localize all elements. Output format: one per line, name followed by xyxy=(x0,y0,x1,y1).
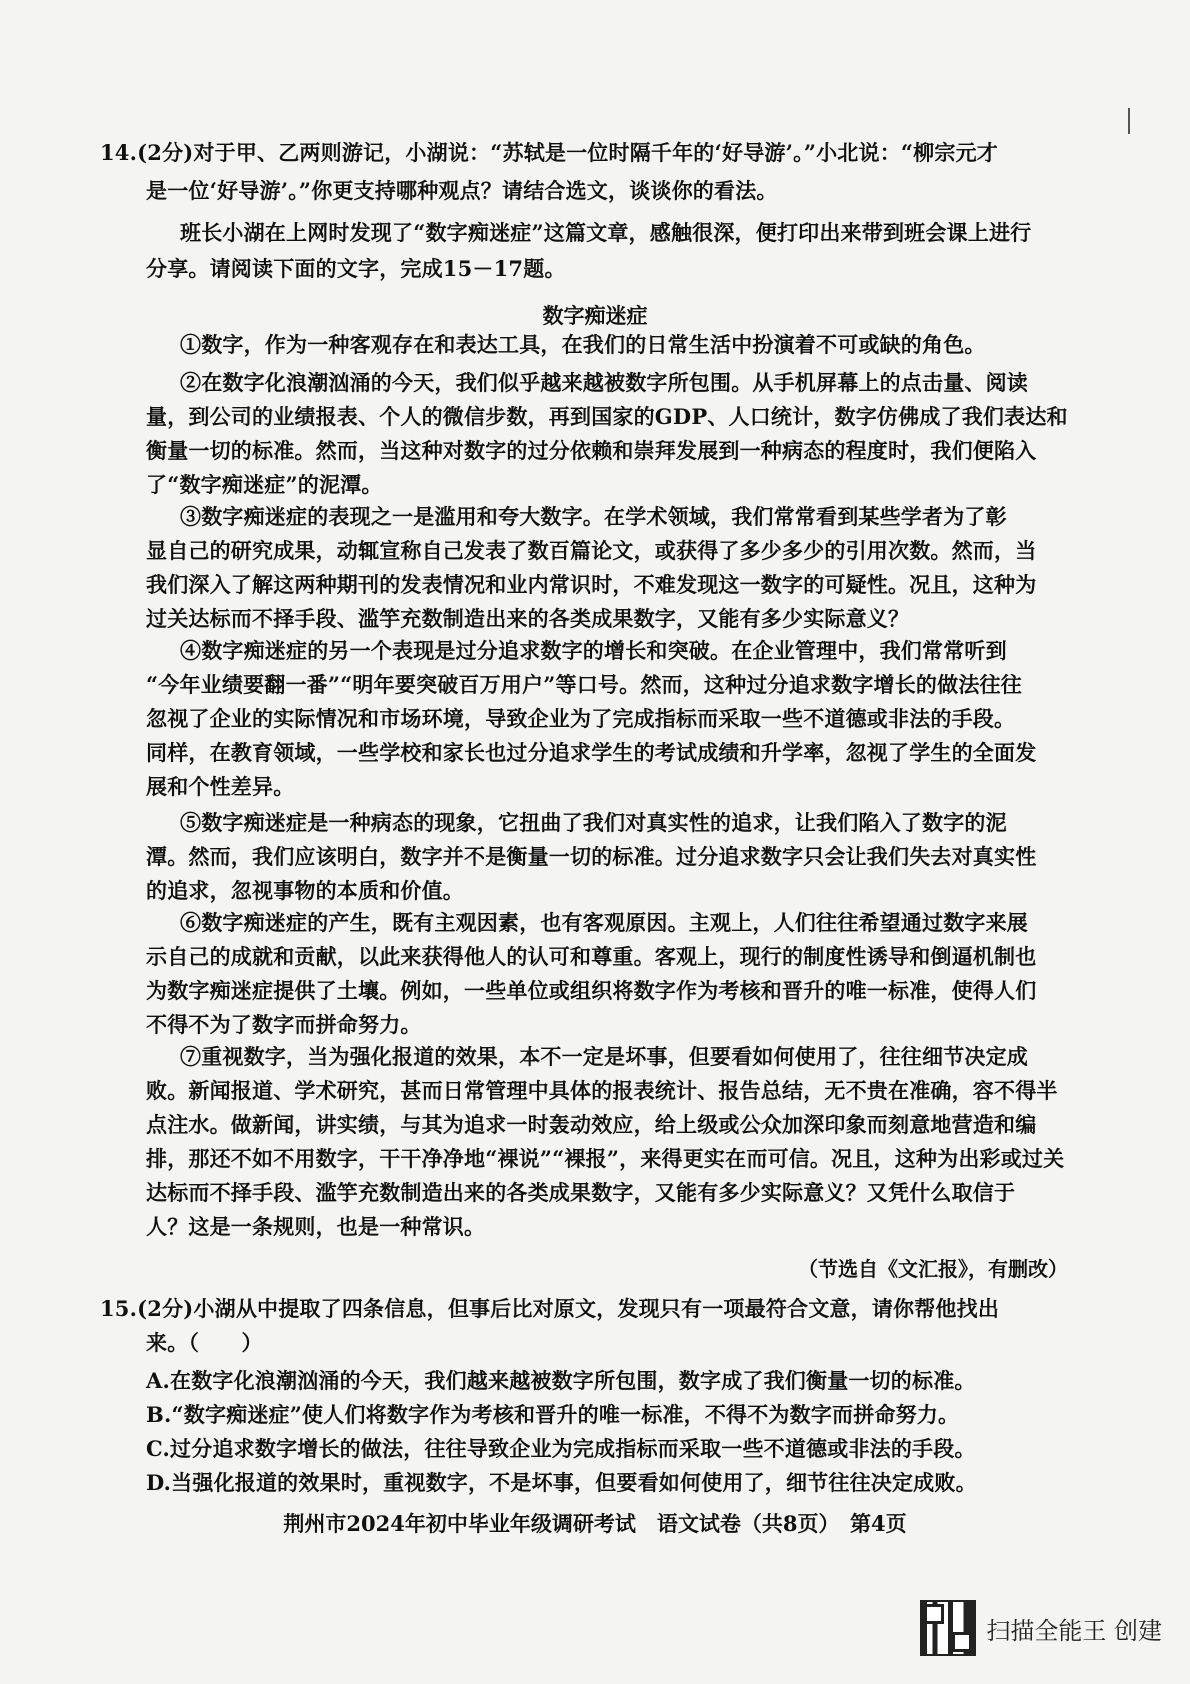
paragraph-5-line: 的追求，忽视事物的本质和价值。 xyxy=(146,878,464,903)
article-source: （节选自《文汇报》，有删改） xyxy=(798,1257,1068,1281)
paragraph-7-line: 败。新闻报道、学术研究，甚而日常管理中具体的报表统计、报告总结，无不贵在准确，容不得半 xyxy=(146,1078,1058,1103)
q15-option-c: C.过分追求数字增长的做法，往往导致企业为完成指标而采取一些不道德或非法的手段。 xyxy=(146,1436,976,1461)
paragraph-2-line: ②在数字化浪潮汹涌的今天，我们似乎越来越被数字所包围。从手机屏幕上的点击量、阅读 xyxy=(180,370,1028,395)
article-title: 数字痴迷症 xyxy=(542,304,648,328)
scan-edge-mark xyxy=(1128,108,1130,134)
paragraph-6-line: 为数字痴迷症提供了土壤。例如，一些单位或组织将数字作为考核和晋升的唯一标准，使得人们 xyxy=(146,978,1037,1003)
paragraph-4-line: “今年业绩要翻一番”“明年要突破百万用户”等口号。然而，这种过分追求数字增长的做法往往 xyxy=(146,672,1022,697)
paragraph-4-line: 同样，在教育领域，一些学校和家长也过分追求学生的考试成绩和升学率，忽视了学生的全面发 xyxy=(146,740,1037,765)
q14-line-2: 是一位‘好导游’。”你更支持哪种观点？请结合选文，谈谈你的看法。 xyxy=(146,178,778,203)
q15-line-2: 来。（ ） xyxy=(146,1330,263,1355)
paragraph-6-line: 示自己的成就和贡献，以此来获得他人的认可和尊重。客观上，现行的制度性诱导和倒逼机制也 xyxy=(146,944,1037,969)
paragraph-5-line: 潭。然而，我们应该明白，数字并不是衡量一切的标准。过分追求数字只会让我们失去对真实性 xyxy=(146,844,1037,869)
qr-code-icon xyxy=(920,1600,976,1656)
paragraph-2-line: 衡量一切的标准。然而，当这种对数字的过分依赖和崇拜发展到一种病态的程度时，我们便陷入 xyxy=(146,438,1037,463)
paragraph-7-line: 人？这是一条规则，也是一种常识。 xyxy=(146,1214,486,1239)
paragraph-5-line: ⑤数字痴迷症是一种病态的现象，它扭曲了我们对真实性的追求，让我们陷入了数字的泥 xyxy=(180,810,1007,835)
paragraph-7-line: 达标而不择手段、滥竽充数制造出来的各类成果数字，又能有多少实际意义？又凭什么取信于 xyxy=(146,1180,1016,1205)
paragraph-3-line: 显自己的研究成果，动辄宣称自己发表了数百篇论文，或获得了多少多少的引用次数。然而，当 xyxy=(146,538,1037,563)
intro-line-2: 分享。请阅读下面的文字，完成15－17题。 xyxy=(146,256,566,281)
watermark-text: 扫描全能王 创建 xyxy=(986,1616,1162,1645)
q15-option-b: B.“数字痴迷症”使人们将数字作为考核和晋升的唯一标准，不得不为数字而拼命努力。 xyxy=(146,1402,960,1427)
intro-line-1: 班长小湖在上网时发现了“数字痴迷症”这篇文章，感触很深，便打印出来带到班会课上进行 xyxy=(180,220,1032,245)
paragraph-4-line: ④数字痴迷症的另一个表现是过分追求数字的增长和突破。在企业管理中，我们常常听到 xyxy=(180,638,1007,663)
paragraph-7-line: ⑦重视数字，当为强化报道的效果，本不一定是坏事，但要看如何使用了，往往细节决定成 xyxy=(180,1044,1028,1069)
paragraph-3-line: ③数字痴迷症的表现之一是滥用和夸大数字。在学术领域，我们常常看到某些学者为了彰 xyxy=(180,504,1007,529)
paragraph-4-line: 展和个性差异。 xyxy=(146,774,295,799)
page-footer: 荆州市2024年初中毕业年级调研考试 语文试卷（共8页） 第4页 xyxy=(283,1511,907,1536)
q15-option-a: A.在数字化浪潮汹涌的今天，我们越来越被数字所包围，数字成了我们衡量一切的标准。 xyxy=(146,1368,976,1393)
paragraph-2-line: 量，到公司的业绩报表、个人的微信步数，再到国家的GDP、人口统计，数字仿佛成了我们表达和 xyxy=(146,404,1068,429)
paragraph-3-line: 我们深入了解这两种期刊的发表情况和业内常识时，不难发现这一数字的可疑性。况且，这种为 xyxy=(146,572,1037,597)
paragraph-2-line: 了“数字痴迷症”的泥潭。 xyxy=(146,472,383,497)
q14-line-1: 14.(2分)对于甲、乙两则游记，小湖说：“苏轼是一位时隔千年的‘好导游’。”小北说：“柳宗元才 xyxy=(100,140,998,165)
paragraph-7-line: 排，那还不如不用数字，干干净净地“裸说”“裸报”，来得更实在而可信。况且，这种为出彩或过关 xyxy=(146,1146,1065,1171)
paragraph-6-line: ⑥数字痴迷症的产生，既有主观因素，也有客观原因。主观上，人们往往希望通过数字来展 xyxy=(180,910,1028,935)
paragraph-6-line: 不得不为了数字而拼命努力。 xyxy=(146,1012,422,1037)
q15-option-d: D.当强化报道的效果时，重视数字，不是坏事，但要看如何使用了，细节往往决定成败。 xyxy=(146,1470,977,1495)
paragraph-3-line: 过关达标而不择手段、滥竽充数制造出来的各类成果数字，又能有多少实际意义？ xyxy=(146,606,910,631)
scanner-watermark xyxy=(920,1600,1162,1656)
paragraph-4-line: 忽视了企业的实际情况和市场环境，导致企业为了完成指标而采取一些不道德或非法的手段。 xyxy=(146,706,1016,731)
paragraph-1-line: ①数字，作为一种客观存在和表达工具，在我们的日常生活中扮演着不可或缺的角色。 xyxy=(180,332,986,357)
paragraph-7-line: 点注水。做新闻，讲实绩，与其为追求一时轰动效应，给上级或公众加深印象而刻意地营造和编 xyxy=(146,1112,1037,1137)
q15-line-1: 15.(2分)小湖从中提取了四条信息，但事后比对原文，发现只有一项最符合文意，请你帮他找出 xyxy=(100,1296,1000,1321)
